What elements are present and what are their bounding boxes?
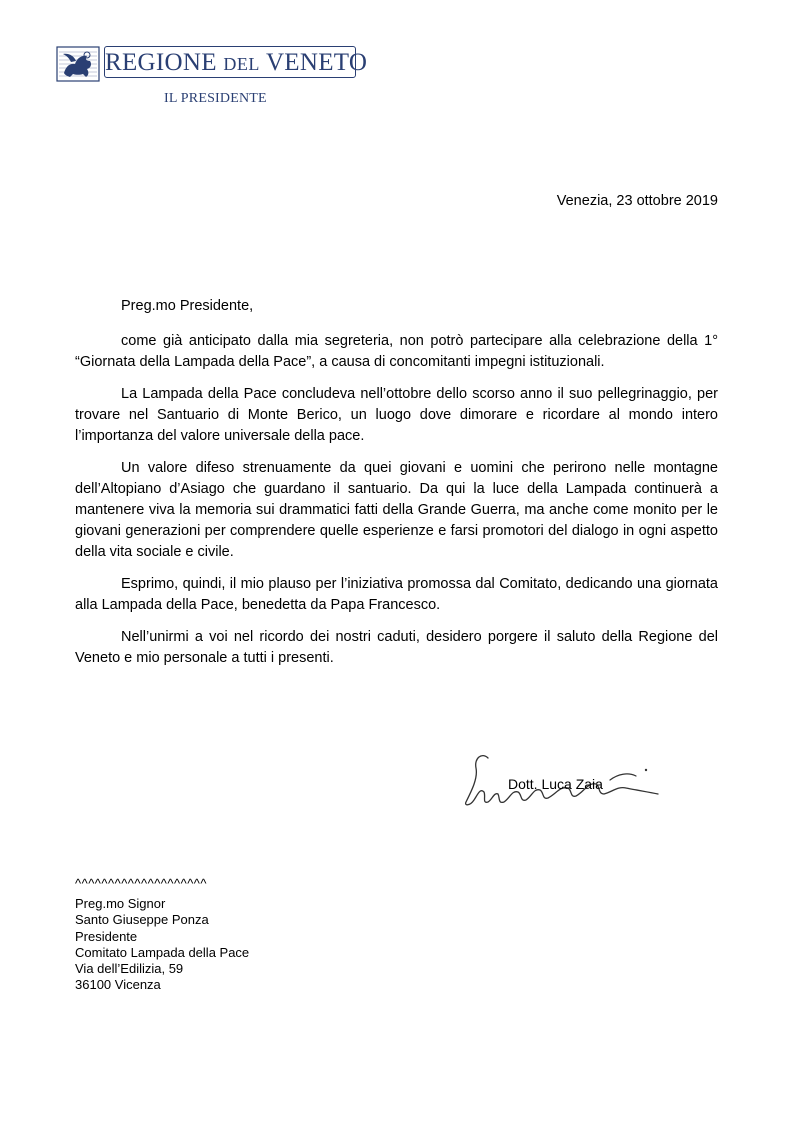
body-paragraph: Un valore difeso strenuamente da quei giovani e uomini che perirono nelle montagne dell’Altopiano d’Asiago che guardano il santuario. Da qui la luce della Lampada continuerà a mantenere viva la memoria sui drammatici fatti della Grande Guerra, ma anche come monito per le giovani generazioni per comprendere quelle esperienze e farsi promotori del dialogo in ogni aspetto della vita sociale e civile. [75,460,718,560]
org-name-part2: DEL [223,54,260,74]
body-paragraph: La Lampada della Pace concludeva nell’ottobre dello scorso anno il suo pellegrinaggio, per trovare nel Santuario di Monte Berico, un luogo dove dimorare e ricordare al mondo intero l’importanza del valore universale della pace. [75,386,718,444]
letter-body [75,331,718,680]
org-name-box [104,46,368,78]
address-line: Comitato Lampada della Pace [75,944,250,960]
org-name-part3: VENETO [259,49,368,76]
org-name-part1: REGIONE [105,49,224,76]
salutation: Preg.mo Presidente, [121,298,254,314]
letter-date: Venezia, 23 ottobre 2019 [556,193,718,209]
address-line: Preg.mo Signor [75,896,166,911]
body-paragraph: come già anticipato dalla mia segreteria, non potrò partecipare alla celebrazione della 1° “Giornata della Lampada della Pace”, a causa di concomitanti impegni istituzionali. [75,333,718,370]
address-line: 36100 Vicenza [75,977,161,993]
lion-of-saint-mark-icon [56,46,100,82]
org-name [105,49,368,77]
address-line: Santo Giuseppe Ponza [75,912,209,928]
recipient-address [75,896,249,994]
signature-block [460,748,665,813]
org-subtitle: IL PRESIDENTE [164,91,267,106]
separator-line: ^^^^^^^^^^^^^^^^^^^^ [75,876,208,891]
signer-name: Dott. Luca Zaia [508,776,603,792]
address-line: Presidente [75,928,138,944]
body-paragraph: Nell’unirmi a voi nel ricordo dei nostri caduti, desidero porgere il saluto della Regione del Veneto e mio personale a tutti i presenti. [75,629,718,666]
letterhead [56,46,366,116]
address-line: Via dell’Edilizia, 59 [75,961,184,977]
body-paragraph: Esprimo, quindi, il mio plauso per l’iniziativa promossa dal Comitato, dedicando una giornata alla Lampada della Pace, benedetta da Papa Francesco. [75,576,718,613]
